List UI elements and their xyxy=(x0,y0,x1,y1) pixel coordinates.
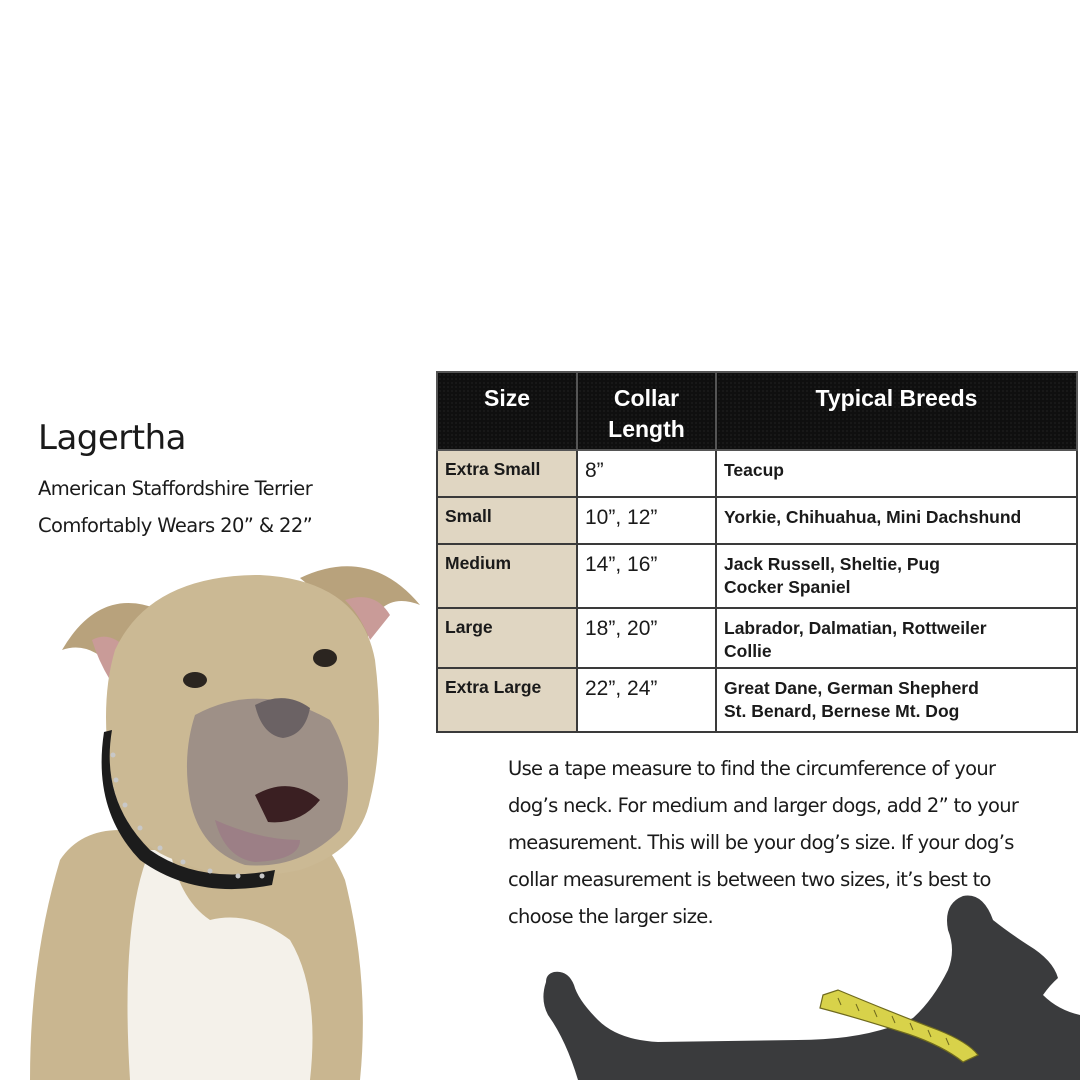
instruction-line: measurement. This will be your dog’s size. If your dog’s xyxy=(508,831,1014,854)
length-cell: 8” xyxy=(577,450,716,497)
instruction-line: collar measurement is between two sizes, it’s best to xyxy=(508,868,991,891)
length-cell: 10”, 12” xyxy=(577,497,716,544)
breeds-cell xyxy=(716,544,1077,608)
table-row xyxy=(437,608,1077,668)
size-cell: Small xyxy=(437,497,577,544)
size-cell: Extra Small xyxy=(437,450,577,497)
header-size: Size xyxy=(437,372,577,450)
dog-collar-size: Comfortably Wears 20” & 22” xyxy=(38,514,313,537)
dog-silhouette-tape-icon xyxy=(538,890,1080,1080)
breeds-line: Jack Russell, Sheltie, Pug xyxy=(724,554,940,574)
size-cell: Medium xyxy=(437,544,577,608)
breeds-cell xyxy=(716,497,1077,544)
breeds-line: Collie xyxy=(724,641,772,661)
dog-info xyxy=(38,416,398,544)
breeds-line: St. Benard, Bernese Mt. Dog xyxy=(724,701,960,721)
dog-name: Lagertha xyxy=(38,418,186,458)
table-row xyxy=(437,450,1077,497)
size-chart-table xyxy=(436,371,1078,733)
breeds-cell xyxy=(716,668,1077,732)
header-typical-breeds: Typical Breeds xyxy=(716,372,1077,450)
header-collar-length: Collar Length xyxy=(577,372,716,450)
breeds-line: Teacup xyxy=(724,460,784,480)
instruction-line: choose the larger size. xyxy=(508,905,714,928)
table-header-row xyxy=(437,372,1077,450)
breeds-cell xyxy=(716,608,1077,668)
table-row xyxy=(437,668,1077,732)
length-cell: 14”, 16” xyxy=(577,544,716,608)
breeds-line: Great Dane, German Shepherd xyxy=(724,678,979,698)
breeds-line: Yorkie, Chihuahua, Mini Dachshund xyxy=(724,507,1022,527)
table-row xyxy=(437,544,1077,608)
length-cell: 18”, 20” xyxy=(577,608,716,668)
size-cell: Large xyxy=(437,608,577,668)
instruction-line: dog’s neck. For medium and larger dogs, add 2” to your xyxy=(508,794,1019,817)
size-cell: Extra Large xyxy=(437,668,577,732)
length-cell: 22”, 24” xyxy=(577,668,716,732)
dog-photo xyxy=(0,540,440,1080)
dog-breed: American Staffordshire Terrier xyxy=(38,477,313,500)
table-row xyxy=(437,497,1077,544)
breeds-cell xyxy=(716,450,1077,497)
breeds-line: Labrador, Dalmatian, Rottweiler xyxy=(724,618,987,638)
breeds-line: Cocker Spaniel xyxy=(724,577,851,597)
instruction-line: Use a tape measure to find the circumference of your xyxy=(508,757,996,780)
